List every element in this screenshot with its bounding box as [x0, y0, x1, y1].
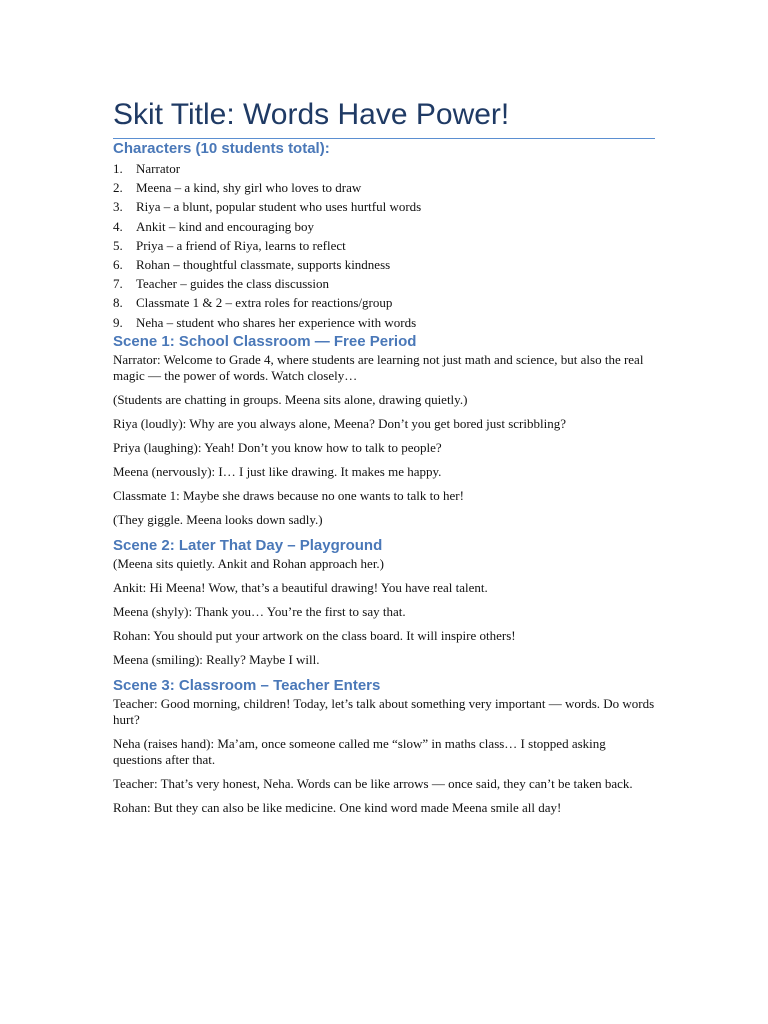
dialogue-line: Teacher: That’s very honest, Neha. Words can be like arrows — once said, they can’t be taken back.: [113, 775, 633, 791]
dialogue-line: Meena (smiling): Really? Maybe I will.: [113, 651, 320, 667]
list-item: [113, 217, 655, 236]
dialogue-line: Meena (nervously): I… I just like drawing. It makes me happy.: [113, 463, 442, 479]
list-item-text: Ankit – kind and encouraging boy: [136, 218, 314, 234]
list-number: 2.: [113, 180, 123, 196]
list-item-text: Rohan – thoughtful classmate, supports kindness: [136, 257, 391, 273]
dialogue-line: Rohan: But they can also be like medicine. One kind word made Meena smile all day!: [113, 799, 562, 815]
dialogue-line: Narrator: Welcome to Grade 4, where students are learning not just math and science, but also the real magic — the power of words. Watch closely…: [113, 351, 644, 383]
dialogue-line: (Students are chatting in groups. Meena sits alone, drawing quietly.): [113, 391, 468, 407]
scene-1-heading: Scene 1: School Classroom — Free Period: [113, 332, 417, 350]
list-item: [113, 313, 655, 332]
list-number: 8.: [113, 295, 123, 311]
list-number: 1.: [113, 161, 123, 176]
list-number: 7.: [113, 276, 123, 292]
list-number: 5.: [113, 237, 123, 253]
dialogue-line: (They giggle. Meena looks down sadly.): [113, 511, 323, 527]
dialogue-line: Classmate 1: Maybe she draws because no one wants to talk to her!: [113, 487, 464, 503]
list-item-text: Narrator: [136, 161, 181, 176]
list-item: [113, 236, 655, 255]
list-item-text: Teacher – guides the class discussion: [136, 276, 329, 292]
dialogue-line: Neha (raises hand): Ma’am, once someone called me “slow” in maths class… I stopped asking questions after that.: [113, 735, 606, 767]
list-number: 4.: [113, 218, 123, 234]
list-item: [113, 178, 655, 197]
list-number: 3.: [113, 199, 123, 215]
dialogue-line: Priya (laughing): Yeah! Don’t you know how to talk to people?: [113, 439, 442, 455]
list-number: 6.: [113, 257, 123, 273]
page-title: Skit Title: Words Have Power!: [113, 96, 655, 139]
dialogue-line: Ankit: Hi Meena! Wow, that’s a beautiful drawing! You have real talent.: [113, 579, 488, 595]
scene-3-heading: Scene 3: Classroom – Teacher Enters: [113, 676, 381, 694]
list-item-text: Meena – a kind, shy girl who loves to draw: [136, 180, 362, 196]
characters-heading: Characters (10 students total):: [113, 140, 330, 157]
list-item: [113, 274, 655, 293]
list-item: [113, 255, 655, 274]
list-item: [113, 197, 655, 216]
dialogue-line: Teacher: Good morning, children! Today, let’s talk about something very important — words. Do words hurt?: [113, 695, 655, 727]
document-page: [113, 96, 655, 824]
list-item-text: Neha – student who shares her experience with words: [136, 314, 417, 330]
dialogue-line: Meena (shyly): Thank you… You’re the first to say that.: [113, 603, 406, 619]
list-item-text: Classmate 1 & 2 – extra roles for reactions/group: [136, 295, 393, 311]
scene-2-heading: Scene 2: Later That Day – Playground: [113, 536, 383, 554]
list-item: [113, 293, 655, 312]
list-item-text: Riya – a blunt, popular student who uses hurtful words: [136, 199, 422, 215]
list-item-text: Priya – a friend of Riya, learns to reflect: [136, 237, 346, 253]
list-item: [113, 159, 655, 178]
list-number: 9.: [113, 314, 123, 330]
dialogue-line: Riya (loudly): Why are you always alone, Meena? Don’t you get bored just scribbling?: [113, 415, 566, 431]
dialogue-line: (Meena sits quietly. Ankit and Rohan approach her.): [113, 555, 385, 571]
dialogue-line: Rohan: You should put your artwork on the class board. It will inspire others!: [113, 627, 516, 643]
character-list: [113, 159, 655, 332]
